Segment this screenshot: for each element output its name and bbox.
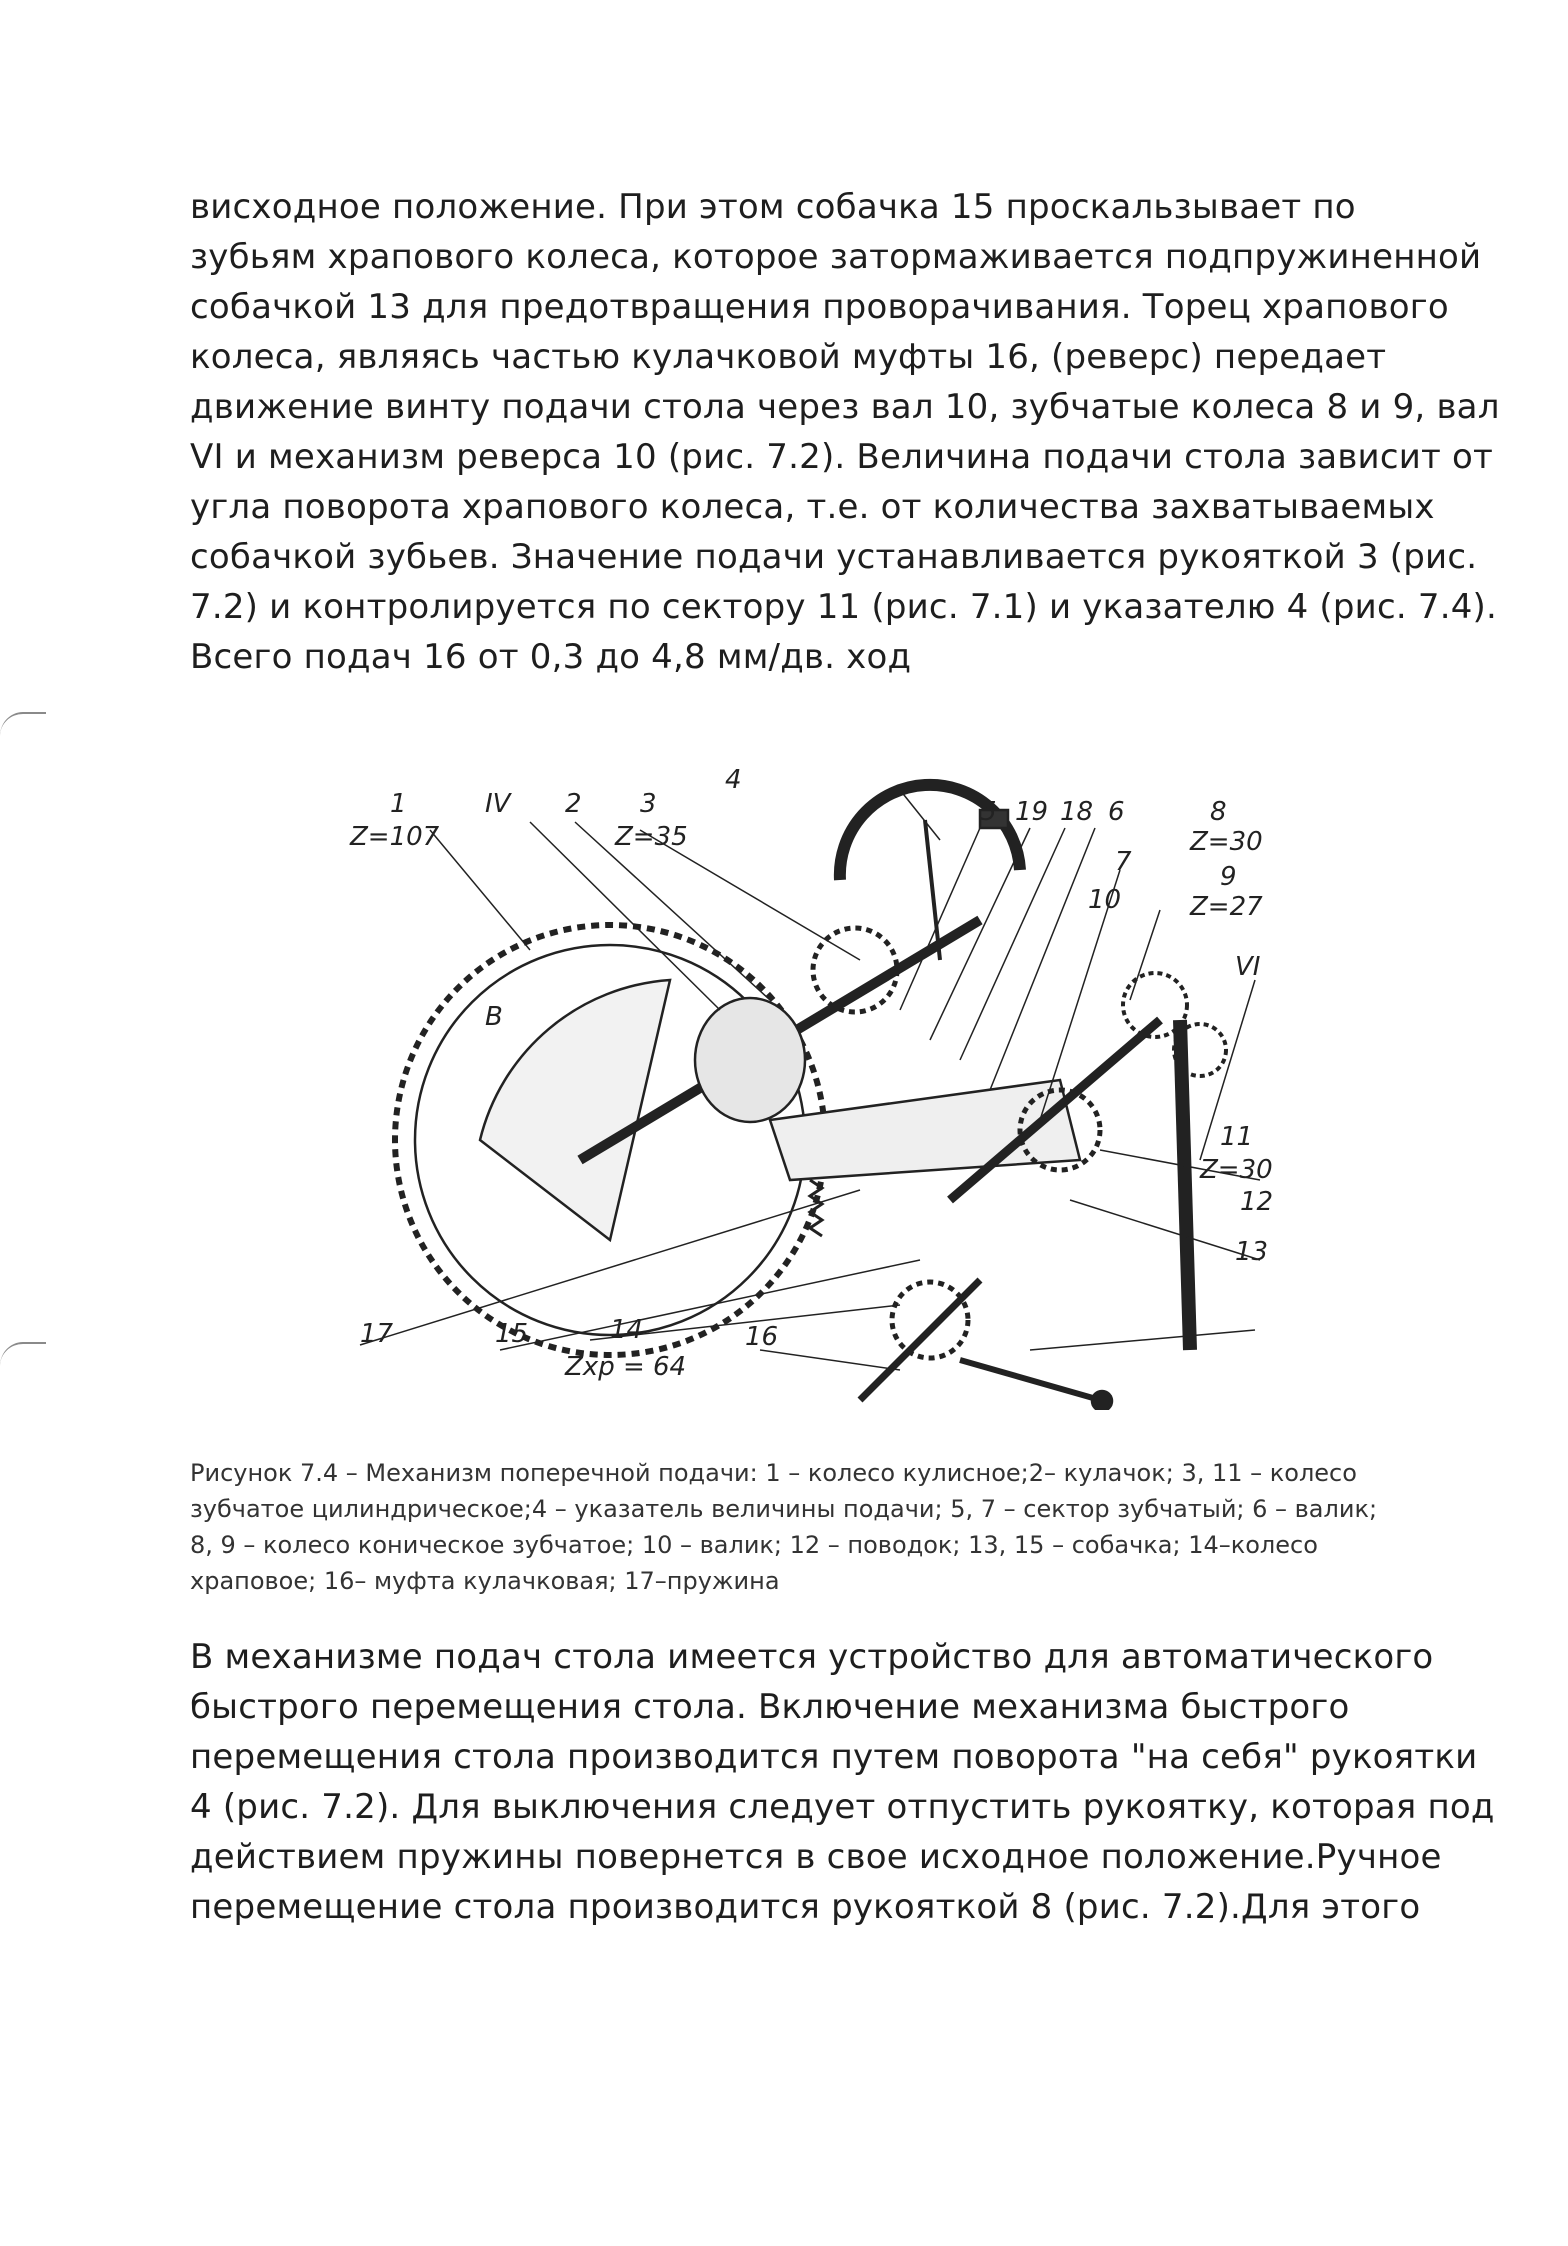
label-11: 11 bbox=[1220, 1122, 1254, 1152]
indicator-pointer bbox=[925, 820, 940, 960]
spring-17 bbox=[810, 1180, 822, 1236]
text-line: Всего подач 16 от 0,3 до 4,8 мм/дв. ход bbox=[190, 637, 912, 677]
text-line: перемещения стола производится путем поворота "на себя" рукоятки bbox=[190, 1737, 1478, 1777]
punch-hole-mark bbox=[0, 1342, 46, 1390]
text-line: зубьям храпового колеса, которое затормаживается подпружиненной bbox=[190, 237, 1482, 277]
label-z8: Z=30 bbox=[1190, 827, 1263, 857]
mechanism-figure bbox=[340, 760, 1290, 1410]
label-16: 16 bbox=[745, 1322, 779, 1352]
figure-caption bbox=[190, 1455, 1490, 1599]
text-line: быстрого перемещения стола. Включение механизма быстрого bbox=[190, 1687, 1350, 1727]
label-9: 9 bbox=[1220, 862, 1237, 892]
label-3: 3 bbox=[640, 789, 657, 819]
paragraph-bottom bbox=[190, 1632, 1495, 1932]
text-line: перемещение стола производится рукояткой 8 (рис. 7.2).Для этого bbox=[190, 1887, 1421, 1927]
label-z3: Z=35 bbox=[615, 822, 688, 852]
label-5: 5 bbox=[980, 797, 997, 827]
label-v: В bbox=[485, 1002, 503, 1032]
label-17: 17 bbox=[360, 1319, 394, 1349]
label-7: 7 bbox=[1115, 847, 1132, 877]
label-14: 14 bbox=[610, 1315, 644, 1345]
text-line: 7.2) и контролируется по сектору 11 (рис. 7.1) и указателю 4 (рис. 7.4). bbox=[190, 587, 1498, 627]
caption-line: зубчатое цилиндрическое;4 – указатель величины подачи; 5, 7 – сектор зубчатый; 6 – валик; bbox=[190, 1495, 1378, 1523]
text-line: колеса, являясь частью кулачковой муфты 16, (реверс) передает bbox=[190, 337, 1387, 377]
label-z14: Zхр = 64 bbox=[565, 1352, 687, 1382]
clutch-shaft bbox=[860, 1280, 980, 1400]
cam bbox=[695, 998, 805, 1122]
paragraph-top bbox=[190, 182, 1500, 682]
label-12: 12 bbox=[1240, 1187, 1274, 1217]
label-vi: VI bbox=[1235, 952, 1261, 982]
label-1: 1 bbox=[390, 789, 407, 819]
label-z9: Z=27 bbox=[1190, 892, 1263, 922]
caption-line: 8, 9 – колесо коническое зубчатое; 10 – валик; 12 – поводок; 13, 15 – собачка; 14–колесо bbox=[190, 1531, 1318, 1559]
punch-hole-mark bbox=[0, 712, 46, 760]
text-line: собачкой зубьев. Значение подачи устанавливается рукояткой 3 (рис. bbox=[190, 537, 1478, 577]
text-line: движение винту подачи стола через вал 10, зубчатые колеса 8 и 9, вал bbox=[190, 387, 1500, 427]
label-z11: Z=30 bbox=[1200, 1155, 1273, 1185]
label-10: 10 bbox=[1088, 885, 1122, 915]
label-6: 6 bbox=[1108, 797, 1125, 827]
ratchet-wheel-14 bbox=[892, 1282, 968, 1358]
text-line: 4 (рис. 7.2). Для выключения следует отпустить рукоятку, которая под bbox=[190, 1787, 1495, 1827]
text-line: висходное положение. При этом собачка 15 проскальзывает по bbox=[190, 187, 1356, 227]
caption-line: Рисунок 7.4 – Механизм поперечной подачи: 1 – колесо кулисное;2– кулачок; 3, 11 – колесо bbox=[190, 1459, 1357, 1487]
text-line: VI и механизм реверса 10 (рис. 7.2). Величина подачи стола зависит от bbox=[190, 437, 1494, 477]
label-z1: Z=107 bbox=[350, 822, 440, 852]
label-8: 8 bbox=[1210, 797, 1227, 827]
clutch-handle-knob bbox=[1092, 1391, 1112, 1410]
label-4: 4 bbox=[725, 765, 742, 795]
mechanism-drawing bbox=[340, 760, 1290, 1410]
label-15: 15 bbox=[495, 1319, 529, 1349]
text-line: действием пружины повернется в свое исходное положение.Ручное bbox=[190, 1837, 1442, 1877]
text-line: собачкой 13 для предотвращения проворачивания. Торец храпового bbox=[190, 287, 1449, 327]
clutch-handle bbox=[960, 1360, 1100, 1400]
label-iv: IV bbox=[485, 789, 511, 819]
text-line: угла поворота храпового колеса, т.е. от количества захватываемых bbox=[190, 487, 1435, 527]
ratchet-wheel-sector bbox=[480, 980, 670, 1240]
label-19: 19 bbox=[1015, 797, 1049, 827]
label-2: 2 bbox=[565, 789, 582, 819]
label-18: 18 bbox=[1060, 797, 1094, 827]
label-13: 13 bbox=[1235, 1237, 1269, 1267]
text-line: В механизме подач стола имеется устройство для автоматического bbox=[190, 1637, 1434, 1677]
caption-line: храповое; 16– муфта кулачковая; 17–пружина bbox=[190, 1567, 780, 1595]
